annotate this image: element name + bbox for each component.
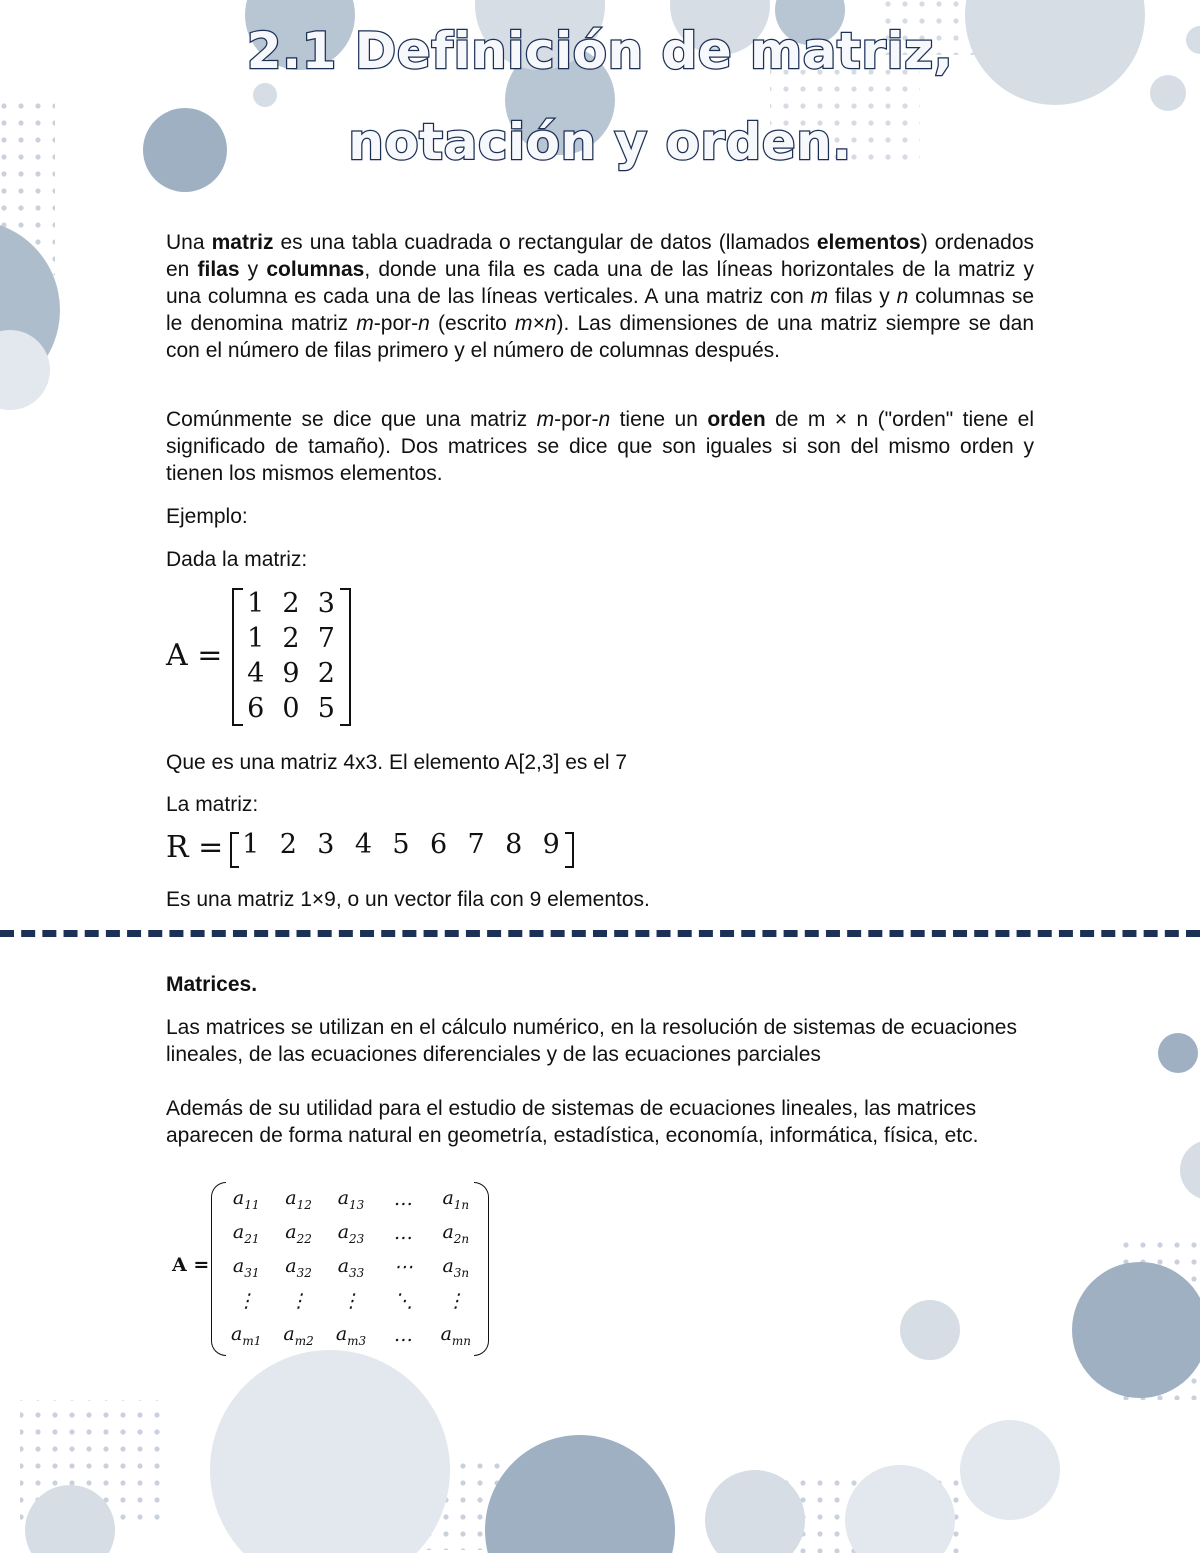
general-matrix-cell (220, 1187, 272, 1212)
general-matrix-cell-base: ⋯ (393, 1256, 413, 1278)
general-matrix-cell-base: a (232, 1220, 245, 1243)
matrix-r-cell: 5 (392, 829, 410, 860)
general-matrix-cell-index: 3n (453, 1265, 470, 1280)
matrix-a-cell: 6 (247, 693, 265, 724)
general-matrix-cell (377, 1290, 429, 1312)
example-label: Ejemplo: (166, 505, 248, 528)
general-matrix-cell-index: 12 (296, 1197, 312, 1212)
matrix-r-intro: La matriz: (166, 793, 259, 816)
general-matrix-cell-base: ⋱ (393, 1290, 413, 1312)
general-matrix-cell-index: m3 (347, 1333, 367, 1348)
definition-paragraph: Una matriz es una tabla cuadrada o rectangular de datos (llamados elementos) ordenados en filas y columnas, donde una fila es cada una de las líneas horizontales de la matriz y una columna es cada una de las líneas verticales. A una matriz con m filas y n columnas se le denomina matriz m-por-n (escrito m×n). Las dimensiones de una matriz siempre se dan con el número de filas primero y el número de columnas después. (166, 231, 1035, 362)
matrix-r-cell: 4 (354, 829, 373, 860)
general-matrix-cell (430, 1221, 482, 1246)
general-matrix-cell-base: ⋮ (289, 1290, 309, 1312)
general-matrix-cell-base: a (440, 1322, 452, 1345)
general-matrix-cell (325, 1221, 377, 1246)
matrix-r-cell: 8 (505, 829, 523, 860)
general-matrix-cell-index: m1 (242, 1333, 262, 1348)
matrix-a-note: Que es una matriz 4x3. El elemento A[2,3] es el 7 (166, 751, 628, 774)
general-matrix-cell-base: a (442, 1220, 454, 1243)
matrix-a-cell: 9 (282, 658, 300, 689)
general-matrix-cell (325, 1187, 377, 1212)
general-matrix-cell (220, 1323, 272, 1348)
section-title: Matrices. (166, 973, 258, 996)
matrix-a-cell: 2 (317, 658, 335, 689)
matrix-a-cell: 2 (282, 623, 300, 654)
general-matrix-cell-base: … (393, 1188, 413, 1210)
matrix-r-grid (232, 829, 570, 860)
general-matrix-cell-base: a (285, 1186, 297, 1209)
general-matrix-cell-base: a (285, 1220, 297, 1243)
general-matrix-cell-base: … (393, 1222, 413, 1244)
general-matrix-cell-base: a (231, 1322, 243, 1345)
matrix-a-cell: 4 (247, 658, 265, 689)
general-matrix-cell-index: mn (451, 1333, 472, 1348)
general-matrix-cell (430, 1290, 482, 1312)
general-matrix-label: A = (172, 1254, 210, 1276)
general-matrix-cell-index: 22 (296, 1231, 312, 1246)
general-matrix-cell (220, 1221, 272, 1246)
matrix-a-cell: 0 (282, 693, 300, 724)
matrix-r-label: R = (166, 830, 224, 865)
matrix-a-label: A = (166, 638, 223, 673)
matrix-a-cell: 3 (317, 588, 335, 619)
general-matrix-cell (377, 1256, 429, 1278)
general-matrix-cell (430, 1323, 482, 1348)
general-matrix-cell-index: 13 (349, 1197, 365, 1212)
general-matrix-cell-base: ⋮ (341, 1290, 361, 1312)
general-matrix-cell-index: 2n (453, 1231, 470, 1246)
general-matrix-cell-base: a (442, 1186, 454, 1209)
general-matrix-cell (272, 1290, 324, 1312)
general-matrix-cell-base: a (335, 1322, 348, 1345)
general-matrix-cell-base: a (285, 1254, 297, 1277)
general-matrix-cell-base: … (393, 1324, 413, 1346)
general-matrix-cell-index: 32 (296, 1265, 312, 1280)
applications-paragraph: Además de su utilidad para el estudio de sistemas de ecuaciones lineales, las matrices aparecen de forma natural en geometría, estadística, economía, informática, física, etc. (166, 1097, 979, 1147)
general-matrix-cell-base: a (337, 1220, 350, 1243)
general-matrix-cell-index: m2 (294, 1333, 314, 1348)
general-matrix-cell-base: ⋮ (236, 1290, 256, 1312)
matrix-r-note: Es una matriz 1×9, o un vector fila con 9 elementos. (166, 888, 650, 911)
general-matrix-cell-base: a (232, 1186, 245, 1209)
general-matrix-cell-base: a (337, 1254, 350, 1277)
general-matrix-cell-index: 23 (349, 1231, 365, 1246)
dashed-divider (0, 930, 1200, 937)
matrix-a-cell: 1 (247, 588, 265, 619)
general-matrix-cell (377, 1222, 429, 1244)
general-matrix-cell (220, 1290, 272, 1312)
page-title-line-1: 2.1 Definición de matriz, (246, 22, 954, 80)
uses-paragraph: Las matrices se utilizan en el cálculo numérico, en la resolución de sistemas de ecuaciones lineales, de las ecuaciones diferenciales y de las ecuaciones parciales (166, 1016, 1017, 1066)
matrix-r-cell: 9 (542, 829, 560, 860)
general-matrix-cell (272, 1323, 324, 1348)
general-matrix-cell-index: 31 (244, 1265, 260, 1280)
general-matrix-cell (325, 1290, 377, 1312)
matrix-a-cell: 1 (247, 623, 265, 654)
general-matrix-cell-base: ⋮ (446, 1290, 466, 1312)
page-title-line-2: notación y orden. (348, 113, 852, 171)
general-matrix-cell (325, 1323, 377, 1348)
matrix-r-cell: 1 (242, 829, 260, 860)
general-matrix-cell-base: a (337, 1186, 350, 1209)
order-paragraph: Comúnmente se dice que una matriz m-por-n tiene un orden de m × n ("orden" tiene el significado de tamaño). Dos matrices se dice que son iguales si son del mismo orden y tienen los mismos elementos. (166, 408, 1035, 485)
general-matrix-cell-base: a (442, 1254, 454, 1277)
matrix-r-cell: 6 (429, 829, 448, 860)
matrix-r-cell: 2 (279, 829, 297, 860)
given-matrix-label: Dada la matriz: (166, 548, 308, 571)
matrix-a-cell: 2 (282, 588, 300, 619)
general-matrix-cell (272, 1187, 324, 1212)
general-matrix-cell (220, 1255, 272, 1280)
general-matrix-cell (272, 1221, 324, 1246)
general-matrix-cell (377, 1324, 429, 1346)
general-matrix-cell (325, 1255, 377, 1280)
general-matrix-cell (272, 1255, 324, 1280)
general-matrix-cell-index: 21 (244, 1231, 260, 1246)
general-matrix-cell-base: a (232, 1254, 245, 1277)
general-matrix-cell-index: 33 (349, 1265, 365, 1280)
matrix-a-grid (238, 588, 344, 728)
general-matrix-cell-index: 1n (453, 1197, 470, 1212)
matrix-a-cell: 7 (317, 623, 335, 654)
general-matrix-cell-index: 11 (244, 1197, 260, 1212)
general-matrix-grid (220, 1182, 482, 1352)
matrix-r-cell: 7 (467, 829, 485, 860)
matrix-r-cell: 3 (317, 829, 335, 860)
general-matrix-cell (430, 1187, 482, 1212)
general-matrix-cell (430, 1255, 482, 1280)
general-matrix-cell (377, 1188, 429, 1210)
general-matrix-cell-base: a (283, 1322, 295, 1345)
matrix-a-cell: 5 (317, 693, 335, 724)
